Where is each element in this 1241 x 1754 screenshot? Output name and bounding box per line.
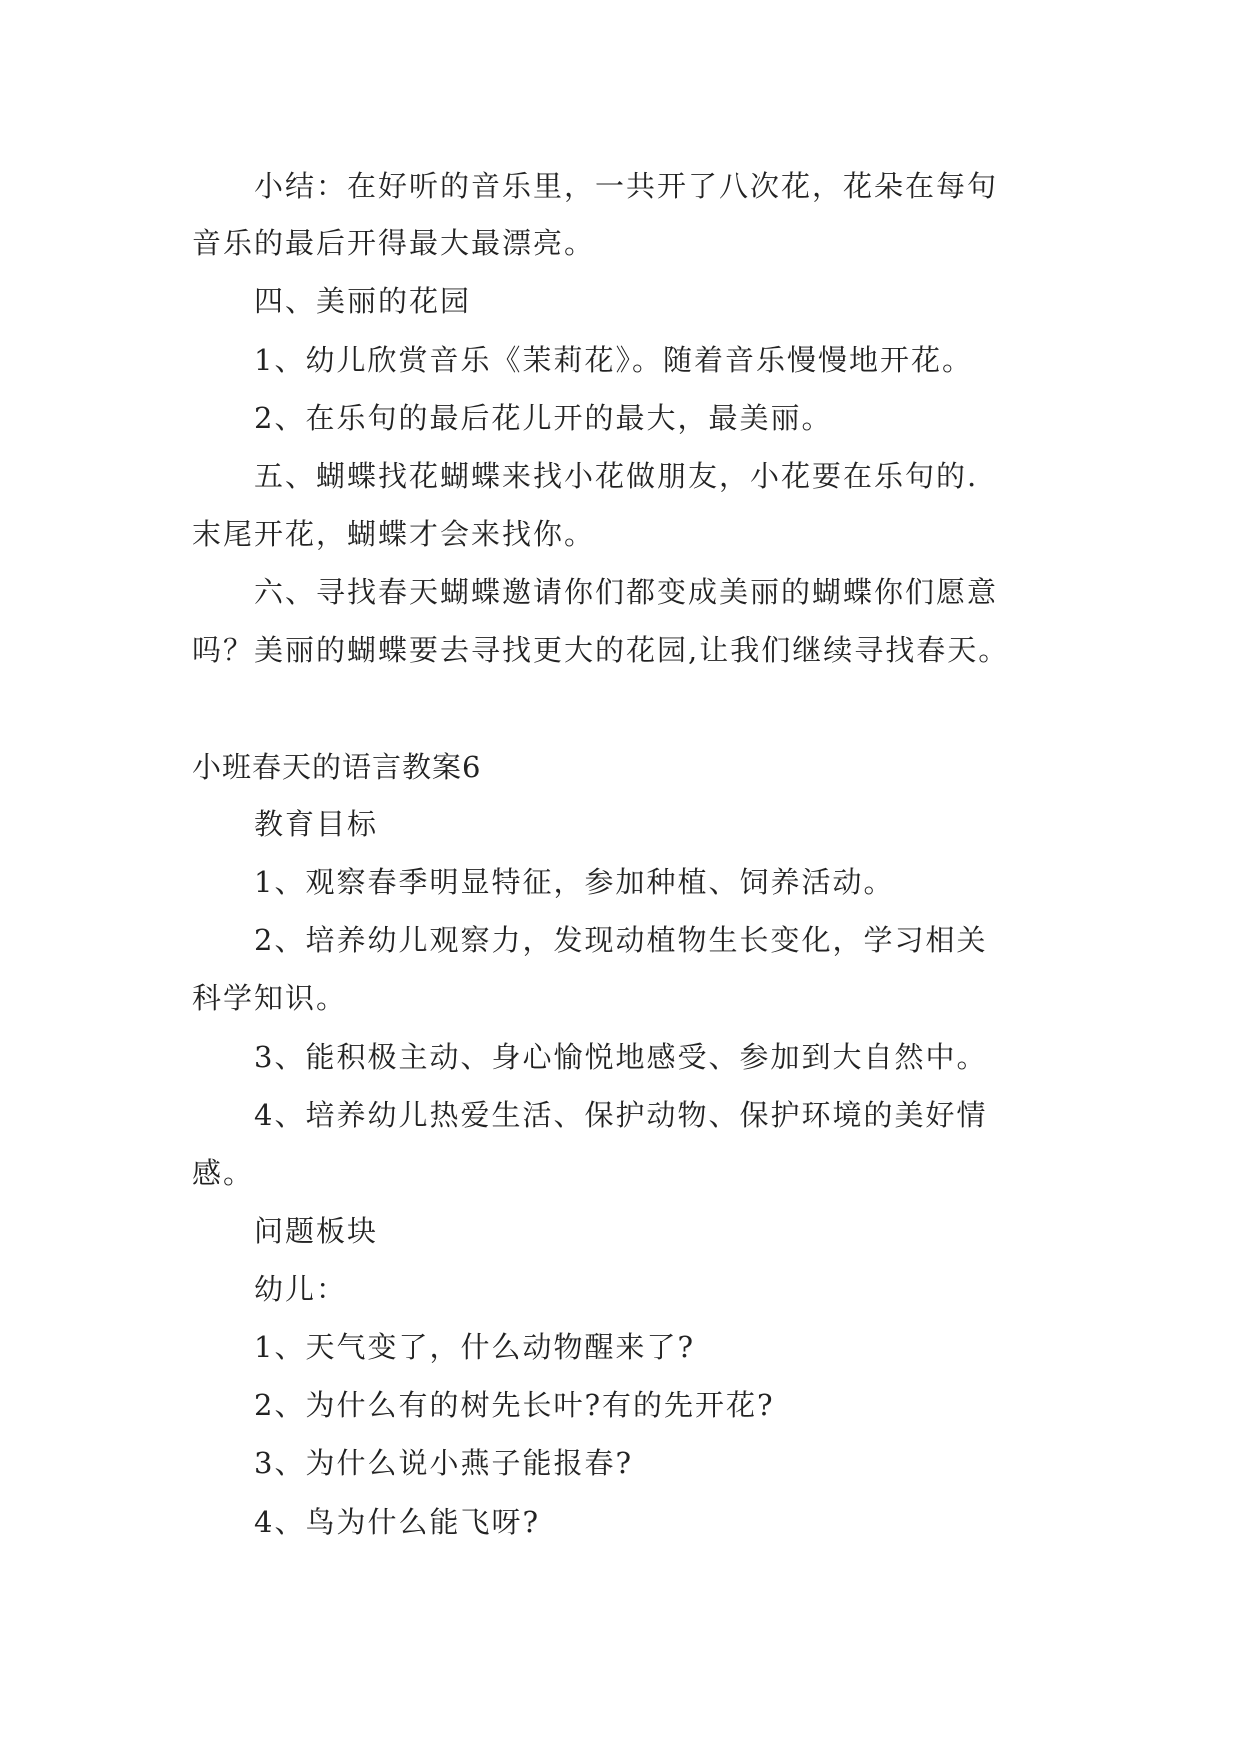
paragraph-summary-line-1: 小结：在好听的音乐里，一共开了八次花，花朵在每句 <box>254 169 999 203</box>
children-label: 幼儿： <box>254 1272 348 1306</box>
question-block-heading: 问题板块 <box>254 1214 379 1248</box>
section-four-heading: 四、美丽的花园 <box>254 284 472 318</box>
goal-item-2-line-1: 2、培养幼儿观察力，发现动植物生长变化，学习相关 <box>254 923 988 957</box>
section-five-line-2: 末尾开花，蝴蝶才会来找你。 <box>192 517 596 551</box>
goal-item-4-line-1: 4、培养幼儿热爱生活、保护动物、保护环境的美好情 <box>254 1098 988 1132</box>
paragraph-summary-line-2: 音乐的最后开得最大最漂亮。 <box>192 226 596 260</box>
section-four-item-2: 2、在乐句的最后花儿开的最大，最美丽。 <box>254 401 833 435</box>
goal-item-4-line-2: 感。 <box>192 1156 255 1190</box>
question-item-3: 3、为什么说小燕子能报春? <box>254 1446 633 1480</box>
section-five-line-1: 五、蝴蝶找花蝴蝶来找小花做朋友，小花要在乐句的. <box>254 459 979 493</box>
question-item-1: 1、天气变了，什么动物醒来了? <box>254 1330 695 1364</box>
goal-item-2-line-2: 科学知识。 <box>192 981 348 1015</box>
goal-item-1: 1、观察春季明显特征，参加种植、饲养活动。 <box>254 865 895 899</box>
section-four-item-1: 1、幼儿欣赏音乐《茉莉花》。随着音乐慢慢地开花。 <box>254 343 973 377</box>
lesson-title: 小班春天的语言教案6 <box>192 750 482 784</box>
section-six-line-1: 六、寻找春天蝴蝶邀请你们都变成美丽的蝴蝶你们愿意 <box>254 575 999 609</box>
education-goals-heading: 教育目标 <box>254 807 379 841</box>
goal-item-3: 3、能积极主动、身心愉悦地感受、参加到大自然中。 <box>254 1040 988 1074</box>
question-item-4: 4、鸟为什么能飞呀? <box>254 1505 540 1539</box>
section-six-line-2: 吗？美丽的蝴蝶要去寻找更大的花园,让我们继续寻找春天。 <box>192 633 1010 667</box>
question-item-2: 2、为什么有的树先长叶?有的先开花? <box>254 1388 775 1422</box>
